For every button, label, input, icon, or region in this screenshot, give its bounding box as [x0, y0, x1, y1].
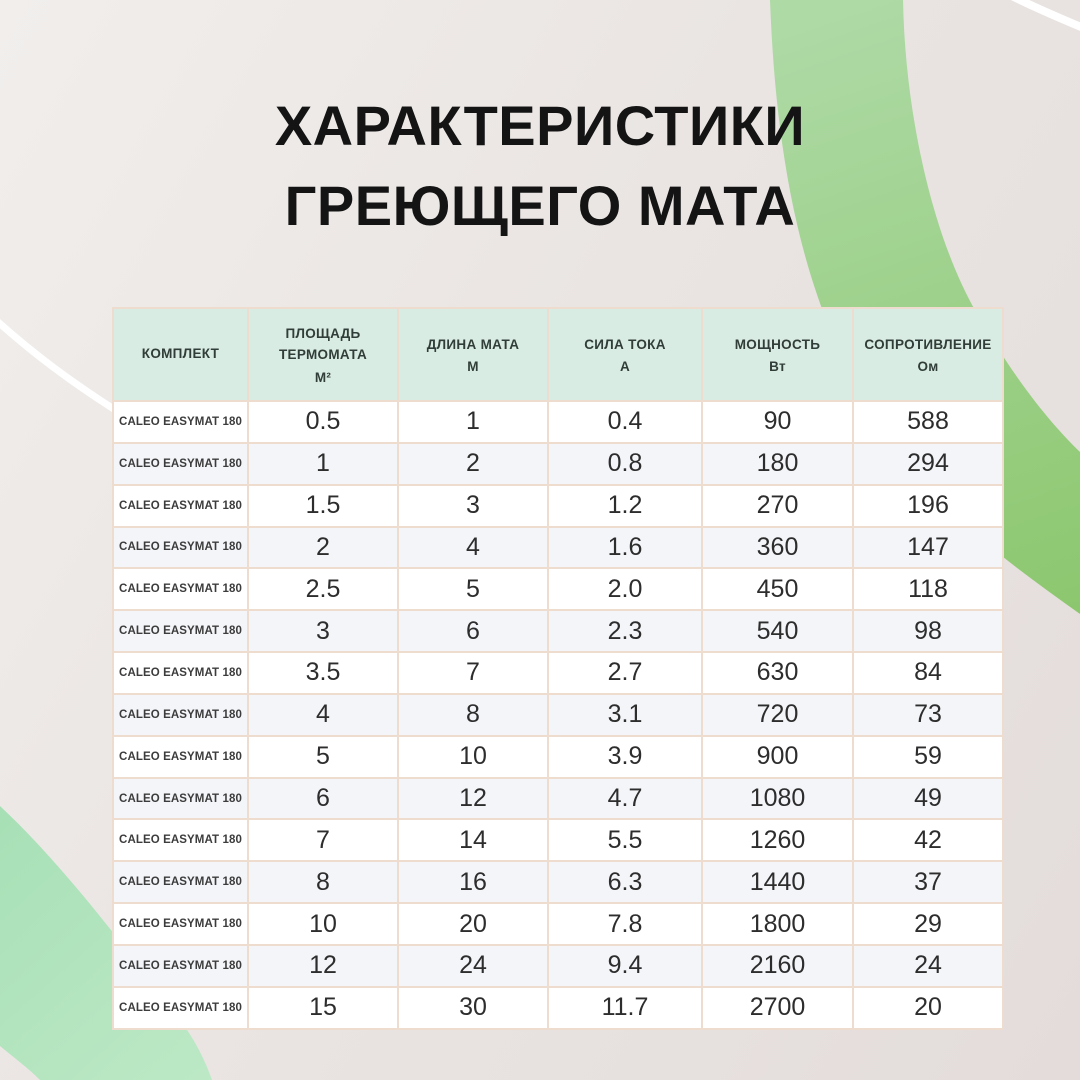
- table-row: [113, 443, 1003, 485]
- value-cell: 7: [248, 819, 398, 861]
- value-cell: 3.5: [248, 652, 398, 694]
- kit-cell: CALEO EASYMAT 180: [113, 401, 248, 443]
- value-cell: 59: [853, 736, 1003, 778]
- value-cell: 7: [398, 652, 548, 694]
- value-cell: 1: [248, 443, 398, 485]
- value-cell: 4: [398, 527, 548, 569]
- value-cell: 0.5: [248, 401, 398, 443]
- table-row: [113, 694, 1003, 736]
- value-cell: 3.1: [548, 694, 702, 736]
- value-cell: 12: [398, 778, 548, 820]
- title-line-1: ХАРАКТЕРИСТИКИ: [274, 94, 806, 157]
- kit-cell: CALEO EASYMAT 180: [113, 987, 248, 1029]
- table-header-row: [113, 308, 1003, 401]
- value-cell: 16: [398, 861, 548, 903]
- kit-cell: CALEO EASYMAT 180: [113, 903, 248, 945]
- white-arc-corner-decoration: [1008, 0, 1080, 30]
- value-cell: 0.4: [548, 401, 702, 443]
- value-cell: 1.6: [548, 527, 702, 569]
- value-cell: 4: [248, 694, 398, 736]
- value-cell: 1.2: [548, 485, 702, 527]
- value-cell: 5: [248, 736, 398, 778]
- value-cell: 180: [702, 443, 853, 485]
- column-header-length: ДЛИНА МАТА М: [398, 308, 548, 401]
- table-row: [113, 987, 1003, 1029]
- value-cell: 450: [702, 568, 853, 610]
- value-cell: 147: [853, 527, 1003, 569]
- value-cell: 294: [853, 443, 1003, 485]
- table-row: [113, 652, 1003, 694]
- value-cell: 9.4: [548, 945, 702, 987]
- kit-cell: CALEO EASYMAT 180: [113, 652, 248, 694]
- table-row: [113, 736, 1003, 778]
- value-cell: 2: [248, 527, 398, 569]
- kit-cell: CALEO EASYMAT 180: [113, 610, 248, 652]
- table-row: [113, 778, 1003, 820]
- kit-cell: CALEO EASYMAT 180: [113, 819, 248, 861]
- value-cell: 2.3: [548, 610, 702, 652]
- column-header-resistance: СОПРОТИВЛЕНИЕ Ом: [853, 308, 1003, 401]
- value-cell: 3: [248, 610, 398, 652]
- value-cell: 720: [702, 694, 853, 736]
- value-cell: 196: [853, 485, 1003, 527]
- value-cell: 37: [853, 861, 1003, 903]
- value-cell: 90: [702, 401, 853, 443]
- value-cell: 1.5: [248, 485, 398, 527]
- value-cell: 6: [398, 610, 548, 652]
- table-header: [113, 308, 1003, 401]
- value-cell: 900: [702, 736, 853, 778]
- value-cell: 8: [398, 694, 548, 736]
- table-row: [113, 903, 1003, 945]
- value-cell: 540: [702, 610, 853, 652]
- value-cell: 73: [853, 694, 1003, 736]
- kit-cell: CALEO EASYMAT 180: [113, 945, 248, 987]
- value-cell: 118: [853, 568, 1003, 610]
- value-cell: 1440: [702, 861, 853, 903]
- value-cell: 10: [398, 736, 548, 778]
- value-cell: 2700: [702, 987, 853, 1029]
- value-cell: 0.8: [548, 443, 702, 485]
- value-cell: 14: [398, 819, 548, 861]
- value-cell: 24: [398, 945, 548, 987]
- table-row: [113, 861, 1003, 903]
- value-cell: 30: [398, 987, 548, 1029]
- table-body: [113, 401, 1003, 1029]
- value-cell: 1800: [702, 903, 853, 945]
- value-cell: 270: [702, 485, 853, 527]
- value-cell: 4.7: [548, 778, 702, 820]
- value-cell: 42: [853, 819, 1003, 861]
- value-cell: 2.5: [248, 568, 398, 610]
- kit-cell: CALEO EASYMAT 180: [113, 861, 248, 903]
- value-cell: 7.8: [548, 903, 702, 945]
- column-header-area: ПЛОЩАДЬ ТЕРМОМАТА М²: [248, 308, 398, 401]
- kit-cell: CALEO EASYMAT 180: [113, 527, 248, 569]
- page-title: [0, 86, 1080, 245]
- value-cell: 2160: [702, 945, 853, 987]
- value-cell: 8: [248, 861, 398, 903]
- value-cell: 6.3: [548, 861, 702, 903]
- title-line-2: ГРЕЮЩЕГО МАТА: [284, 173, 796, 237]
- value-cell: 5.5: [548, 819, 702, 861]
- value-cell: 10: [248, 903, 398, 945]
- table-row: [113, 945, 1003, 987]
- value-cell: 588: [853, 401, 1003, 443]
- value-cell: 15: [248, 987, 398, 1029]
- value-cell: 49: [853, 778, 1003, 820]
- value-cell: 360: [702, 527, 853, 569]
- table-row: [113, 568, 1003, 610]
- value-cell: 24: [853, 945, 1003, 987]
- value-cell: 98: [853, 610, 1003, 652]
- value-cell: 12: [248, 945, 398, 987]
- kit-cell: CALEO EASYMAT 180: [113, 778, 248, 820]
- value-cell: 2.7: [548, 652, 702, 694]
- table-row: [113, 401, 1003, 443]
- value-cell: 2: [398, 443, 548, 485]
- value-cell: 5: [398, 568, 548, 610]
- value-cell: 1080: [702, 778, 853, 820]
- value-cell: 29: [853, 903, 1003, 945]
- value-cell: 1: [398, 401, 548, 443]
- specs-table: [112, 307, 1004, 1030]
- table-row: [113, 527, 1003, 569]
- kit-cell: CALEO EASYMAT 180: [113, 694, 248, 736]
- value-cell: 20: [398, 903, 548, 945]
- table-row: [113, 485, 1003, 527]
- column-header-current: СИЛА ТОКА А: [548, 308, 702, 401]
- value-cell: 1260: [702, 819, 853, 861]
- value-cell: 630: [702, 652, 853, 694]
- kit-cell: CALEO EASYMAT 180: [113, 736, 248, 778]
- kit-cell: CALEO EASYMAT 180: [113, 485, 248, 527]
- column-header-power: МОЩНОСТЬ Вт: [702, 308, 853, 401]
- column-header-kit: КОМПЛЕКТ: [113, 308, 248, 401]
- kit-cell: CALEO EASYMAT 180: [113, 568, 248, 610]
- value-cell: 6: [248, 778, 398, 820]
- value-cell: 3: [398, 485, 548, 527]
- value-cell: 84: [853, 652, 1003, 694]
- white-arc-left-decoration: [0, 310, 128, 418]
- kit-cell: CALEO EASYMAT 180: [113, 443, 248, 485]
- value-cell: 11.7: [548, 987, 702, 1029]
- table-row: [113, 819, 1003, 861]
- value-cell: 20: [853, 987, 1003, 1029]
- value-cell: 3.9: [548, 736, 702, 778]
- table-row: [113, 610, 1003, 652]
- value-cell: 2.0: [548, 568, 702, 610]
